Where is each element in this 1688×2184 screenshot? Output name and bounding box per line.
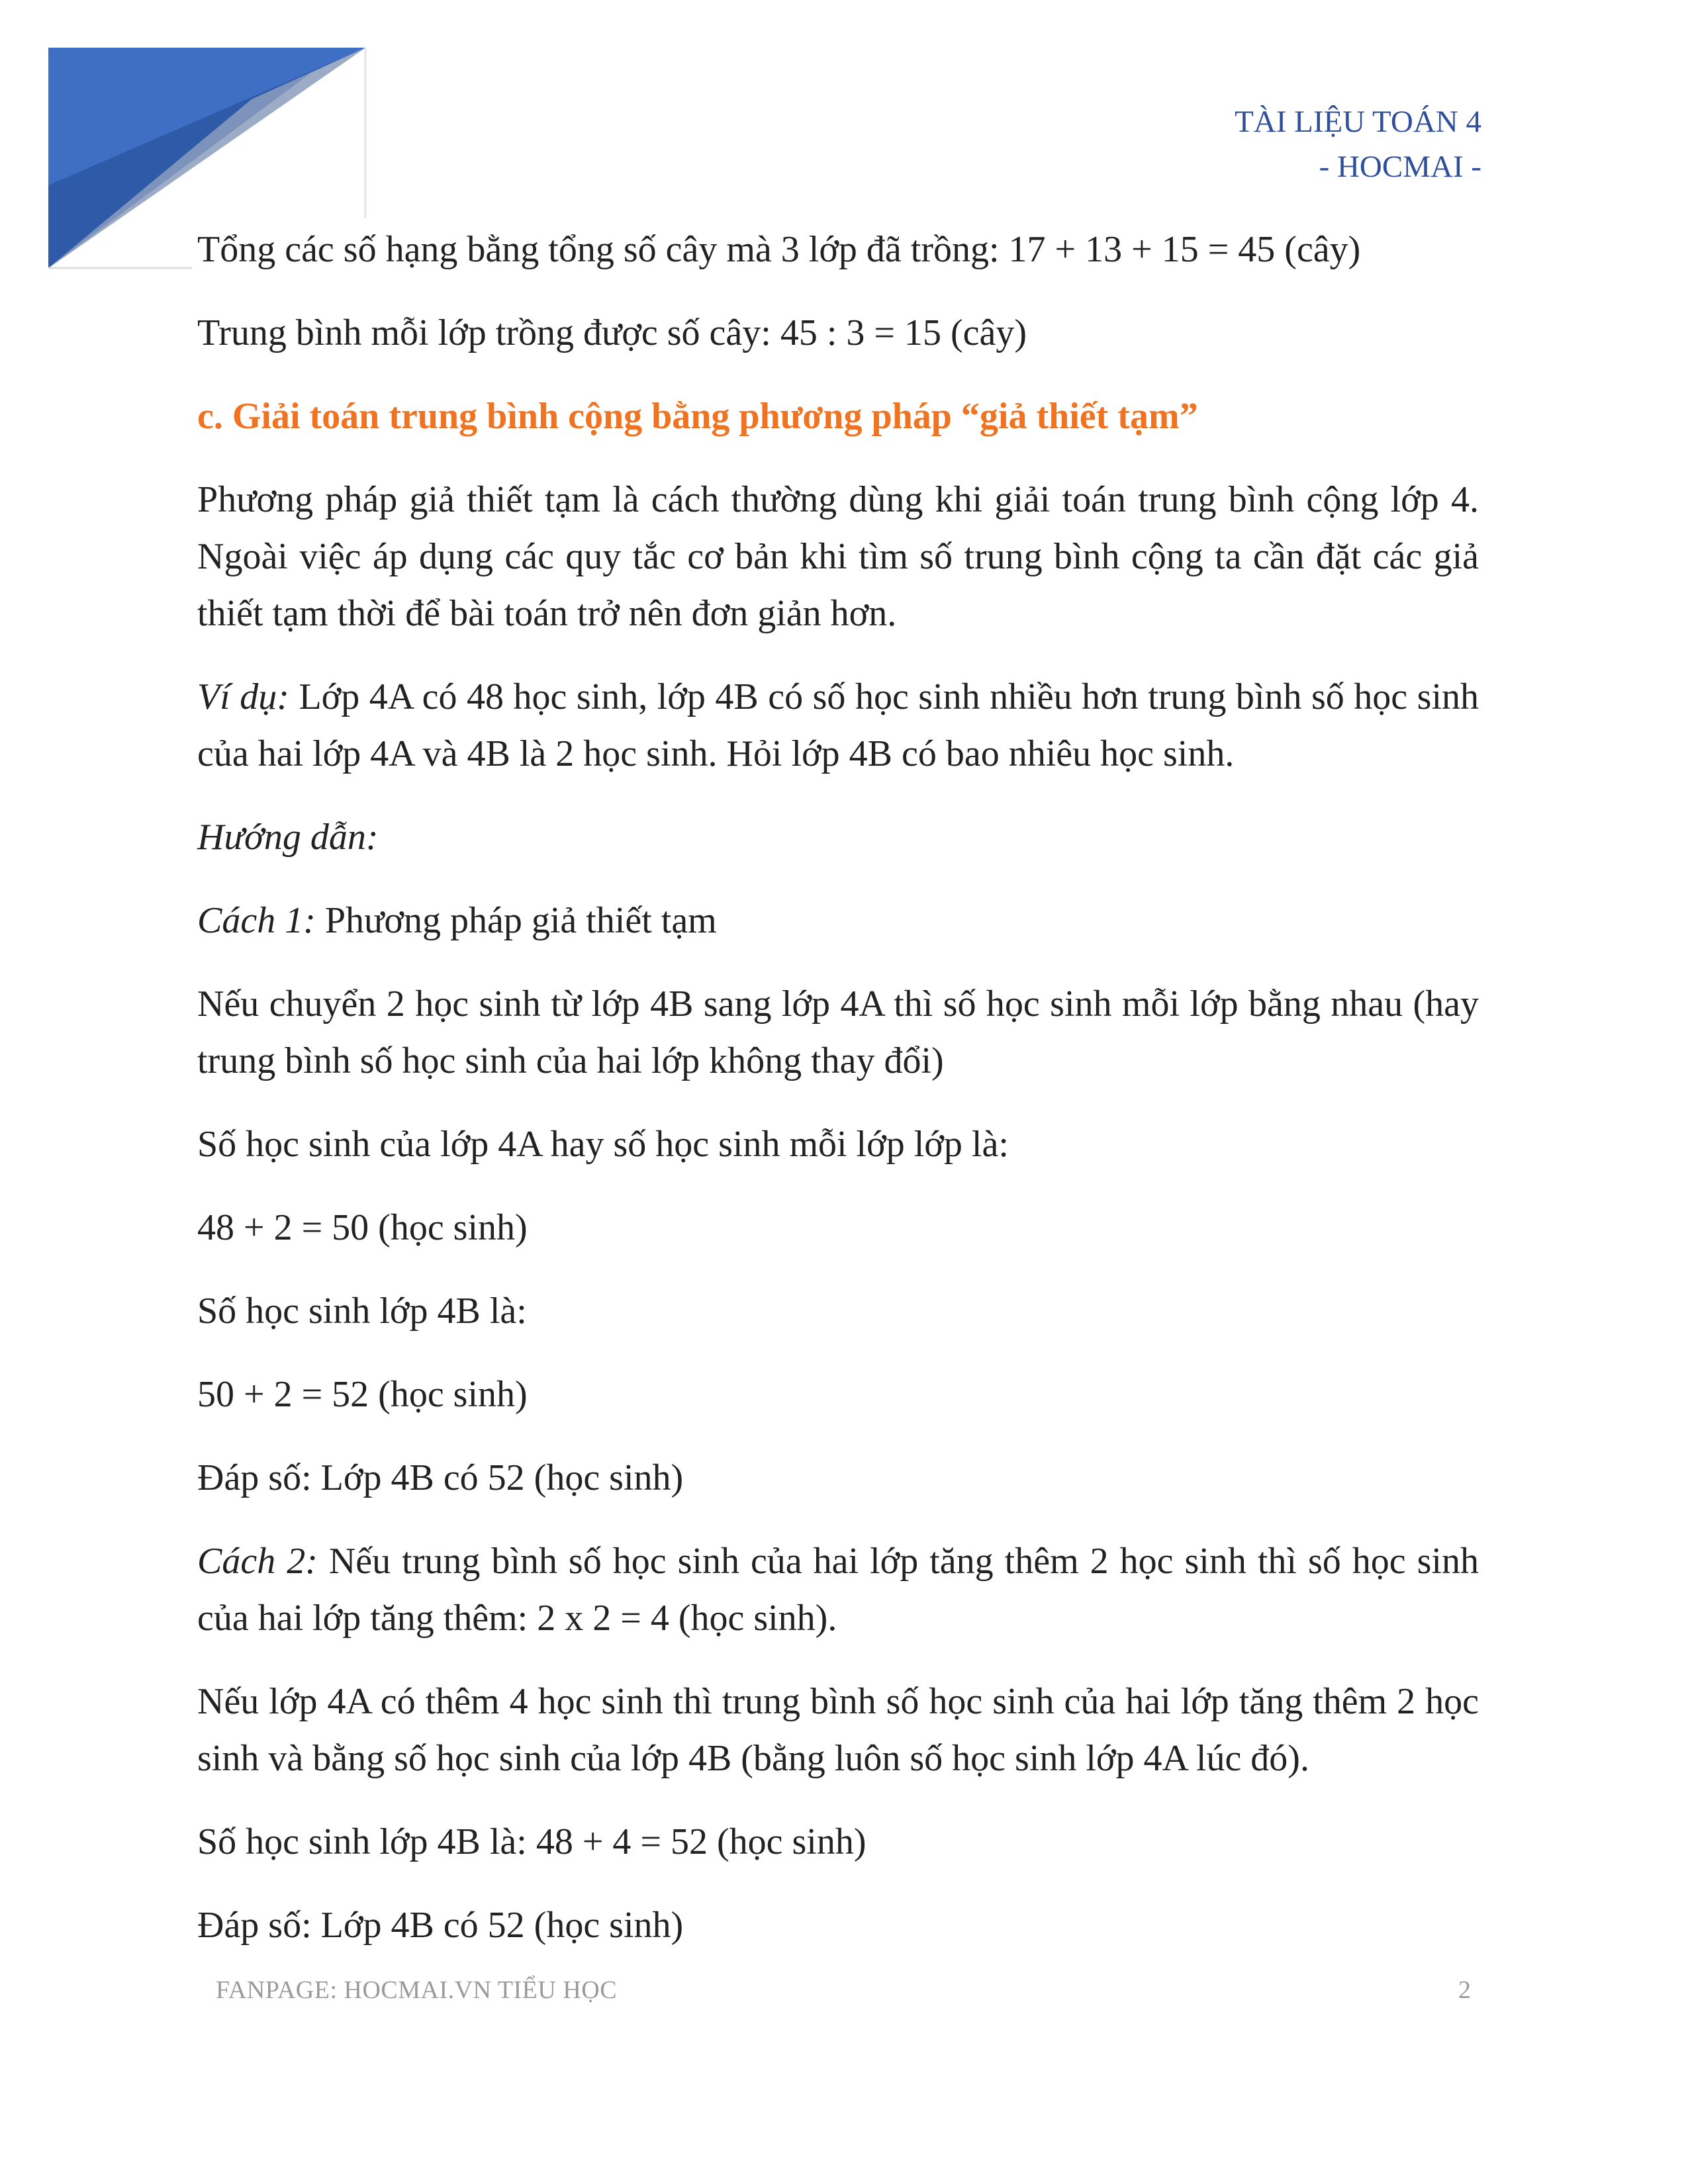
header-title: TÀI LIỆU TOÁN 4 [1235,105,1481,139]
calculation-4b: 50 + 2 = 52 (học sinh) [197,1374,528,1415]
document-header [1235,99,1481,189]
answer-1: Đáp số: Lớp 4B có 52 (học sinh) [197,1457,684,1498]
paragraph-total-trees: Tổng các số hạng bằng tổng số cây mà 3 lớp đã trồng: 17 + 13 + 15 = 45 (cây) [197,229,1361,270]
paragraph-method-intro: Phương pháp giả thiết tạm là cách thường dùng khi giải toán trung bình cộng lớp 4. Ngoài việc áp dụng các quy tắc cơ bản khi tìm số trung bình cộng ta cần đặt các giả thiết tạm thời để bài toán trở nên đơn giản hơn. [197,479,1479,634]
section-heading: c. Giải toán trung bình cộng bằng phương pháp “giả thiết tạm” [197,396,1198,437]
paragraph-class-4a-question: Số học sinh của lớp 4A hay số học sinh mỗi lớp lớp là: [197,1124,1009,1165]
method-1-label: Cách 1: [197,900,316,941]
page-number: 2 [1458,1976,1471,2004]
method-2-text: Nếu trung bình số học sinh của hai lớp tăng thêm 2 học sinh thì số học sinh của hai lớp tăng thêm: 2 x 2 = 4 (học sinh). [197,1541,1479,1639]
method-1-text: Phương pháp giả thiết tạm [315,900,717,941]
answer-2: Đáp số: Lớp 4B có 52 (học sinh) [197,1905,684,1946]
document-body [197,221,1479,1980]
paragraph-transfer: Nếu chuyển 2 học sinh từ lớp 4B sang lớp 4A thì số học sinh mỗi lớp bằng nhau (hay trung bình số học sinh của hai lớp không thay đổi) [197,983,1479,1081]
header-brand: - HOCMAI - [1319,150,1481,184]
calculation-4b-alt: Số học sinh lớp 4B là: 48 + 4 = 52 (học sinh) [197,1821,867,1862]
paragraph-average-trees: Trung bình mỗi lớp trồng được số cây: 45 : 3 = 15 (cây) [197,312,1027,353]
paragraph-method-1 [197,892,1479,949]
paragraph-method-2 [197,1533,1479,1647]
calculation-4a: 48 + 2 = 50 (học sinh) [197,1207,528,1248]
paragraph-example [197,668,1479,782]
example-label: Ví dụ: [197,676,289,717]
footer-fanpage: FANPAGE: HOCMAI.VN TIỂU HỌC [216,1976,618,2004]
guide-label: Hướng dẫn: [197,817,379,858]
paragraph-class-4b-question: Số học sinh lớp 4B là: [197,1291,527,1332]
paragraph-guide [197,809,1479,866]
paragraph-extra-students: Nếu lớp 4A có thêm 4 học sinh thì trung bình số học sinh của hai lớp tăng thêm 2 học sinh và bằng số học sinh của lớp 4B (bằng luôn số học sinh lớp 4A lúc đó). [197,1681,1479,1779]
method-2-label: Cách 2: [197,1541,318,1582]
example-text: Lớp 4A có 48 học sinh, lớp 4B có số học sinh nhiều hơn trung bình số học sinh của hai lớp 4A và 4B là 2 học sinh. Hỏi lớp 4B có bao nhiêu học sinh. [197,676,1479,774]
